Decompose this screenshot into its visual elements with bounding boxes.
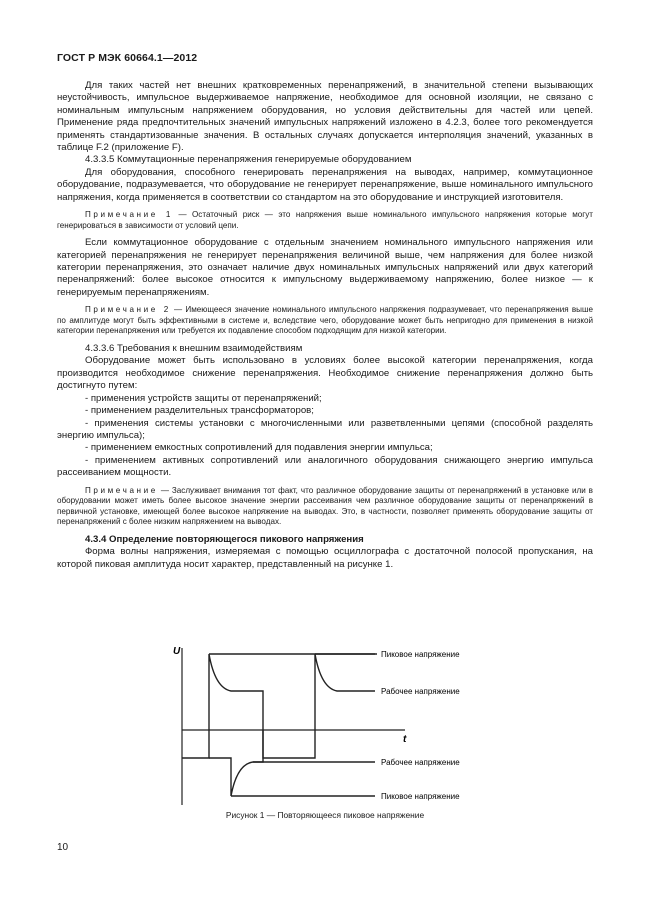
note-label: Примечание bbox=[85, 485, 158, 495]
label-peak-top: Пиковое напряжение bbox=[381, 650, 460, 659]
section-heading-4336: 4.3.3.6 Требования к внешним взаимодействиям bbox=[85, 343, 303, 355]
list-item: - применением активных сопротивлений или аналогичного оборудования снижающего энергию импульса рассеиванием мощности. bbox=[57, 454, 593, 479]
figure-caption: Рисунок 1 — Повторяющееся пиковое напряжение bbox=[225, 810, 425, 820]
label-working-top: Рабочее напряжение bbox=[381, 687, 460, 696]
document-header: ГОСТ Р МЭК 60664.1—2012 bbox=[57, 52, 198, 64]
axis-label-t: t bbox=[403, 734, 407, 745]
waveform-diagram bbox=[57, 640, 593, 810]
waveform-upper bbox=[182, 654, 375, 758]
list-item: - применением емкостных сопротивлений для подавления энергии импульса; bbox=[85, 442, 433, 454]
note-label: Примечание 1 bbox=[85, 210, 174, 220]
axis-label-u: U bbox=[173, 646, 181, 657]
section-heading-434: 4.3.4 Определение повторяющегося пикового напряжения bbox=[85, 533, 364, 545]
list-item: - применения устройств защиты от перенапряжений; bbox=[85, 392, 322, 404]
paragraph: Для таких частей нет внешних кратковременных перенапряжений, в значительной степени вызывающих неустойчивость, импульсное выдерживаемое напряжение, необходимое для основной изоляции, не связано с номинальным импульсным напряжением оборудования, но условия действительны для частей или цепей. Применение ряда предпочтительных значений импульсных напряжений изложено в 4.2.3, более того рекомендуется применять стандартизованные значения. В остальных случаях допускается интерполяция значений, указанных в таблице F.2 (приложение F). bbox=[57, 80, 593, 154]
paragraph: Если коммутационное оборудование с отдельным значением номинального импульсного напряжения или категорией перенапряжения не генерирует перенапряжения величиной выше, чем напряжения для более низкой категории перенапряжения, это означает наличие двух номинальных импульсных напряжений или двух категорий перенапряжений: более высокое относится к импульсному выдерживаемому напряжению, более низкое — к генерируемым перенапряжениям. bbox=[57, 237, 593, 298]
note-text: — Остаточный риск — это напряжения выше номинального импульсного напряжения которые могут генерироваться в зависимости от условий цепи. bbox=[57, 210, 593, 230]
paragraph: Оборудование может быть использовано в условиях более высокой категории перенапряжения, когда производится необходимое снижение перенапряжения. Необходимое снижение перенапряжения должно быть достигнуто путем: bbox=[57, 355, 593, 392]
waveform-lower bbox=[209, 730, 263, 796]
note-text: — Заслуживает внимания тот факт, что различное оборудование защиты от перенапряжений в установке или в оборудовании может иметь более высокое значение энергии рассеивания чем различное оборудование защиты от перенапряжений в первичной установке, имеющей более высокое напряжение на выводах. Это, в частности, позволяет применять оборудование защиты от перенапряжений с более низким напряжением на выводах. bbox=[57, 485, 593, 527]
document-body bbox=[57, 80, 593, 571]
paragraph: Форма волны напряжения, измеряемая с помощью осциллографа с достаточной полосой пропускания, на которой пиковая амплитуда носит характер, представленный на рисунке 1. bbox=[57, 546, 593, 570]
note-3 bbox=[57, 486, 593, 528]
label-peak-bottom: Пиковое напряжение bbox=[381, 792, 460, 801]
page-number: 10 bbox=[57, 842, 69, 853]
label-working-bottom: Рабочее напряжение bbox=[381, 758, 460, 767]
section-heading-4335: 4.3.3.5 Коммутационные перенапряжения генерируемые оборудованием bbox=[85, 154, 412, 166]
note-1 bbox=[57, 210, 593, 231]
figure-1 bbox=[57, 640, 593, 820]
list-item: - применением разделительных трансформаторов; bbox=[85, 405, 314, 417]
note-text: — Имеющееся значение номинального импульсного напряжения подразумевает, что перенапряжения выше по амплитуде могут быть эффективными в системе и, вследствие чего, оборудование может быть непригодно для применения в низкой категории перенапряжения или требуется их подавление способом подходящим для низкой категории. bbox=[57, 305, 593, 336]
list-item: - применения системы установки с многочисленными или разветвленными цепями (способной разделять энергию импульса); bbox=[57, 417, 593, 441]
note-2 bbox=[57, 305, 593, 337]
paragraph: Для оборудования, способного генерировать перенапряжения на выводах, например, коммутационное оборудование, подразумевается, что оборудование не генерирует перенапряжение, выше номинального импульсного напряжения, когда применяется в соответствии со стандартом на это оборудование и инструкцией изготовителя. bbox=[57, 166, 593, 203]
note-label: Примечание 2 bbox=[85, 305, 171, 315]
